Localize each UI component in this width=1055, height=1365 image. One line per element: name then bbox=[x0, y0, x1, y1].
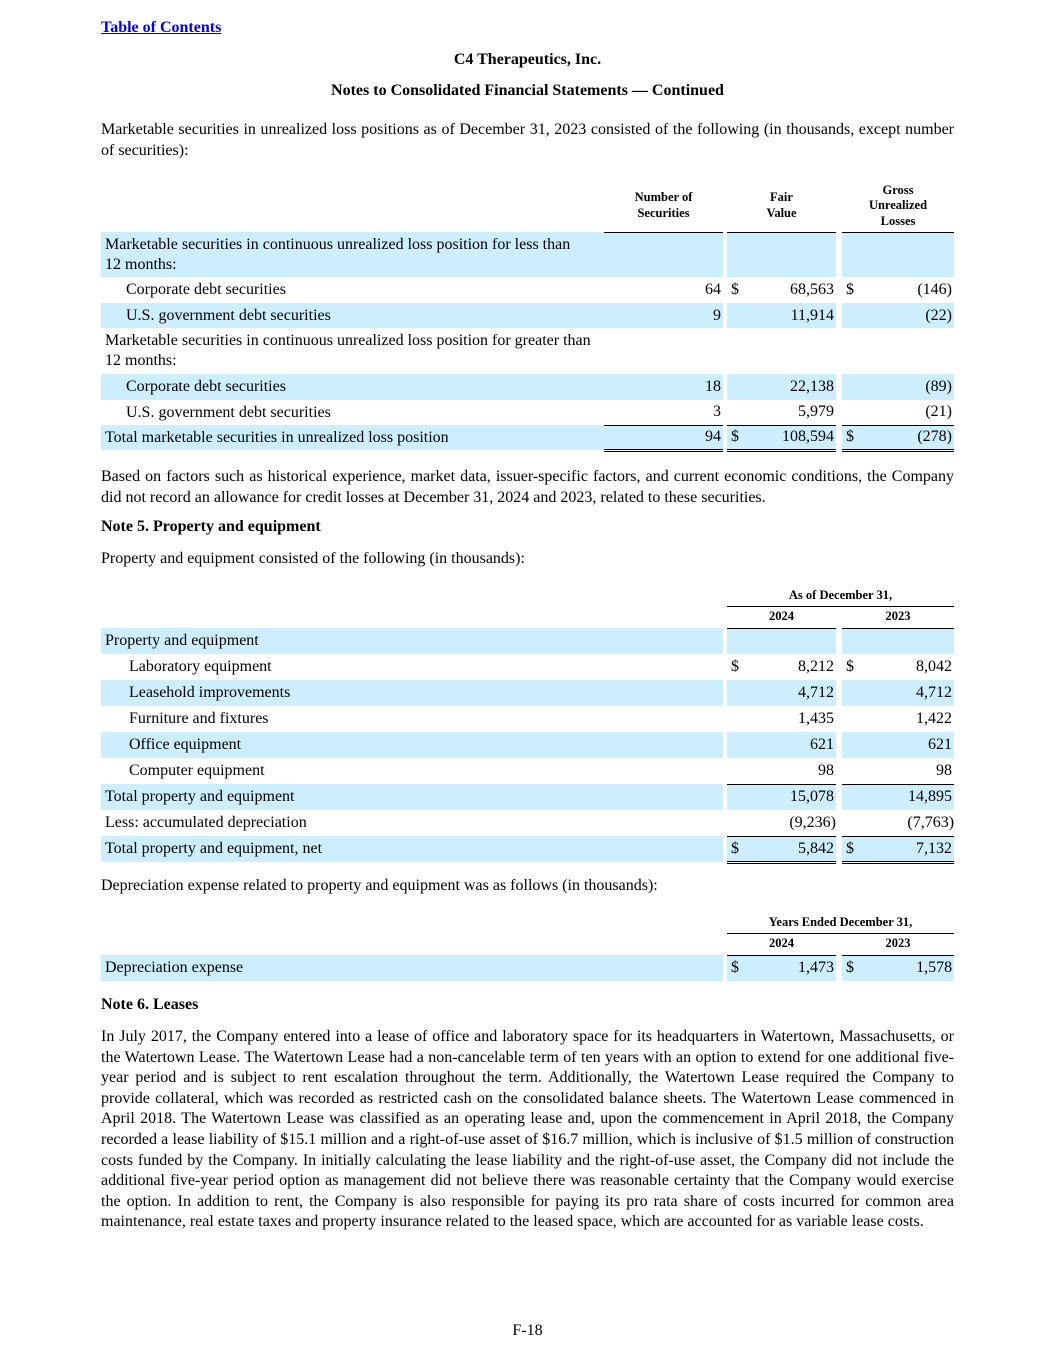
row-fair-value: 22,138 bbox=[751, 374, 836, 400]
table-row bbox=[101, 277, 954, 303]
table-row bbox=[101, 732, 954, 758]
note5-heading: Note 5. Property and equipment bbox=[101, 518, 321, 535]
table-row bbox=[101, 706, 954, 732]
col-header-number-of-securities: Number of Securities bbox=[604, 180, 723, 232]
currency-symbol: $ bbox=[727, 836, 751, 862]
value-2024: 1,473 bbox=[751, 955, 836, 981]
row-label: Laboratory equipment bbox=[129, 658, 272, 675]
row-label: U.S. government debt securities bbox=[126, 403, 331, 421]
table-row bbox=[101, 955, 954, 981]
row-label: Total property and equipment, net bbox=[101, 836, 723, 862]
value-2024: 1,435 bbox=[798, 710, 834, 727]
currency-symbol: $ bbox=[842, 425, 866, 450]
row-fair-value: 11,914 bbox=[751, 303, 836, 328]
col-header-gross-unrealized-losses: Gross Unrealized Losses bbox=[842, 180, 954, 232]
table-row bbox=[101, 758, 954, 784]
notes-title: Notes to Consolidated Financial Statements — Continued bbox=[331, 82, 724, 99]
value-2023: 621 bbox=[866, 732, 954, 758]
value-2024: 5,842 bbox=[751, 836, 836, 862]
row-label: Leasehold improvements bbox=[101, 680, 723, 706]
depreciation-table bbox=[101, 913, 954, 981]
row-label: Total marketable securities in unrealized loss position bbox=[101, 425, 604, 450]
intro-paragraph-securities: Marketable securities in unrealized loss positions as of December 31, 2023 consisted of the following (in thousands, except number of securities): bbox=[101, 121, 954, 159]
row-number: 18 bbox=[604, 374, 723, 400]
group-header-as-of: As of December 31, bbox=[727, 586, 954, 606]
row-loss: (146) bbox=[917, 281, 952, 298]
col-header-2024: 2024 bbox=[727, 933, 836, 955]
value-2023: 8,042 bbox=[916, 658, 953, 675]
property-equipment-table bbox=[101, 586, 954, 864]
table-row bbox=[101, 810, 954, 836]
row-label: Less: accumulated depreciation bbox=[105, 814, 307, 831]
col-header-fair-value: Fair Value bbox=[727, 180, 836, 232]
value-2023: 1,578 bbox=[866, 955, 954, 981]
row-label: Corporate debt securities bbox=[126, 281, 286, 298]
currency-symbol: $ bbox=[731, 281, 739, 298]
value-2023: 7,132 bbox=[866, 836, 954, 862]
table-of-contents-link[interactable]: Table of Contents bbox=[101, 19, 222, 36]
row-label: Furniture and fixtures bbox=[129, 710, 269, 727]
value-2024: (9,236) bbox=[789, 813, 836, 831]
row-number: 94 bbox=[604, 425, 723, 450]
currency-symbol: $ bbox=[842, 955, 866, 981]
row-fair-value: 68,563 bbox=[790, 281, 834, 298]
value-2023: (7,763) bbox=[907, 813, 955, 831]
table-total-row bbox=[101, 784, 954, 810]
note5-intro: Property and equipment consisted of the following (in thousands): bbox=[101, 550, 525, 567]
table-total-row bbox=[101, 836, 954, 862]
row-label: U.S. government debt securities bbox=[101, 303, 604, 328]
value-2024: 8,212 bbox=[798, 658, 834, 675]
row-number: 9 bbox=[604, 303, 723, 328]
row-label: Total property and equipment bbox=[101, 784, 723, 810]
table-section-row bbox=[101, 628, 954, 654]
value-2023: 14,895 bbox=[866, 784, 954, 810]
section-label: Marketable securities in continuous unrealized loss position for less than 12 months: bbox=[101, 232, 604, 277]
col-header-2024: 2024 bbox=[727, 606, 836, 628]
row-loss: (22) bbox=[866, 303, 954, 328]
company-name: C4 Therapeutics, Inc. bbox=[453, 51, 602, 68]
row-number: 64 bbox=[705, 281, 721, 298]
table-row bbox=[101, 374, 954, 400]
note6-heading: Note 6. Leases bbox=[101, 996, 199, 1013]
row-number: 3 bbox=[713, 403, 721, 421]
group-header-years-ended: Years Ended December 31, bbox=[727, 913, 954, 933]
value-2024: 98 bbox=[818, 761, 834, 779]
table-row bbox=[101, 680, 954, 706]
col-header-2023: 2023 bbox=[842, 606, 954, 628]
credit-loss-paragraph: Based on factors such as historical experience, market data, issuer-specific factors, and current economic conditions, the Company did not record an allowance for credit losses at December 31, 2024 and 2023, related to these securities. bbox=[101, 468, 954, 506]
currency-symbol: $ bbox=[727, 425, 751, 450]
value-2023: 4,712 bbox=[866, 680, 954, 706]
table-total-row bbox=[101, 425, 954, 450]
value-2024: 621 bbox=[751, 732, 836, 758]
currency-symbol: $ bbox=[846, 658, 854, 675]
table-row bbox=[101, 303, 954, 328]
value-2024: 15,078 bbox=[751, 784, 836, 810]
row-label: Corporate debt securities bbox=[101, 374, 604, 400]
securities-loss-table bbox=[101, 180, 954, 452]
table-section-row bbox=[101, 232, 954, 277]
table-section-row bbox=[101, 328, 954, 374]
row-label: Computer equipment bbox=[129, 762, 265, 779]
note6-paragraph: In July 2017, the Company entered into a lease of office and laboratory space for its headquarters in Watertown, Massachusetts, or the Watertown Lease. The Watertown Lease had a non-cancelable term of ten years with an option to extend for one additional five-year period and is subject to rent escalation throughout the term. Additionally, the Watertown Lease required the Company to provide collateral, which was recorded as restricted cash on the consolidated balance sheets. The Watertown Lease commenced in April 2018. The Watertown Lease was classified as an operating lease and, upon the commencement in April 2018, the Company recorded a lease liability of $15.1 million and a right-of-use asset of $16.7 million, which is inclusive of $1.5 million of construction costs funded by the Company. In initially calculating the lease liability and the right-of-use asset, the Company did not include the additional five-year period option as management did not believe there was reasonable certainty that the Company would exercise the option. In addition to rent, the Company is also responsible for paying its pro rata share of costs incurred for common area maintenance, real estate taxes and property insurance related to the leased space, which are accounted for as variable lease costs. bbox=[101, 1028, 954, 1231]
row-fair-value: 5,979 bbox=[798, 403, 834, 421]
table-row bbox=[101, 654, 954, 680]
section-label: Marketable securities in continuous unrealized loss position for greater than 12 months: bbox=[105, 332, 591, 369]
currency-symbol: $ bbox=[846, 281, 854, 298]
value-2023: 98 bbox=[936, 761, 953, 779]
row-fair-value: 108,594 bbox=[751, 425, 836, 450]
depreciation-intro: Depreciation expense related to property and equipment was as follows (in thousands): bbox=[101, 877, 658, 894]
value-2023: 1,422 bbox=[916, 710, 953, 727]
section-label: Property and equipment bbox=[101, 628, 723, 654]
row-label: Office equipment bbox=[101, 732, 723, 758]
row-loss: (278) bbox=[866, 425, 954, 450]
page-number: F-18 bbox=[512, 1322, 543, 1339]
row-label: Depreciation expense bbox=[101, 955, 723, 981]
value-2024: 4,712 bbox=[751, 680, 836, 706]
currency-symbol: $ bbox=[731, 658, 739, 675]
col-header-2023: 2023 bbox=[842, 933, 954, 955]
currency-symbol: $ bbox=[842, 836, 866, 862]
table-row bbox=[101, 400, 954, 425]
row-loss: (21) bbox=[925, 403, 952, 421]
row-loss: (89) bbox=[866, 374, 954, 400]
currency-symbol: $ bbox=[727, 955, 751, 981]
